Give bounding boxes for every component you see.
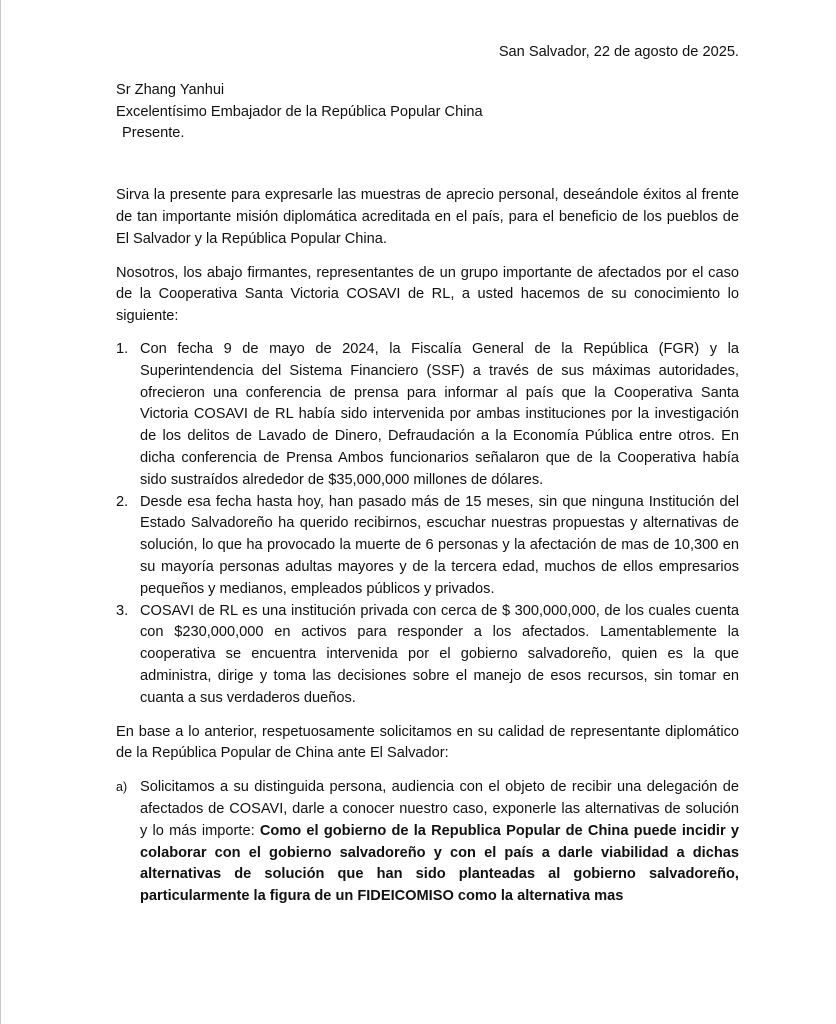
date-line: San Salvador, 22 de agosto de 2025. xyxy=(498,44,739,60)
item-text: Desde esa fecha hasta hoy, han pasado más de 15 meses, sin que ninguna Institución del Estado Salvadoreño ha querido recibirnos, escuchar nuestras propuestas y alternativas de solución, lo que ha provocado la muerte de 6 personas y la afectación de mas de 10,300 en su mayoría personas adultas mayores y de la tercera edad, muchos de ellos empresarios pequeños y medianos, empleados públicos y privados. xyxy=(140,493,739,597)
numbered-list xyxy=(116,339,739,710)
item-text-bold: Como el gobierno de la Republica Popular de China puede incidir y colaborar con el gobierno salvadoreño y con el país a darle viabilidad a dichas alternativas de solución que han sido planteadas al gobierno salvadoreño, particularmente la figura de un FIDEICOMISO como la alternativa mas xyxy=(140,822,739,905)
context-paragraph: Nosotros, los abajo firmantes, representantes de un grupo importante de afectados por el caso de la Cooperativa Santa Victoria COSAVI de RL, a usted hacemos de su conocimiento lo siguiente: xyxy=(116,264,739,325)
lettered-list xyxy=(116,777,739,908)
recipient-block xyxy=(116,80,739,145)
page-left-edge xyxy=(0,0,1,1024)
lettered-item xyxy=(116,777,739,908)
intro-paragraph: Sirva la presente para expresarle las muestras de aprecio personal, deseándole éxitos al frente de tan importante misión diplomática acreditada en el país, para el beneficio de los pueblos de El Salvador y la República Popular China. xyxy=(116,187,739,247)
item-letter: a) xyxy=(116,780,128,795)
recipient-title: Excelentísimo Embajador de la República Popular China xyxy=(116,103,483,120)
item-number: 2. xyxy=(116,493,129,510)
item-text: Con fecha 9 de mayo de 2024, la Fiscalía General de la República (FGR) y la Superintendencia del Sistema Financiero (SSF) a través de sus máximas autoridades, ofrecieron una conferencia de prensa para informar al país que la Cooperativa Santa Victoria COSAVI de RL había sido intervenida por ambas instituciones por la investigación de los delitos de Lavado de Dinero, Defraudación a la Economía Pública entre otros. En dicha conferencia de Prensa Ambos funcionarios señalaron que de la Cooperativa había sido sustraídos alrededor de $35,000,000 millones de dólares. xyxy=(140,340,739,488)
request-paragraph: En base a lo anterior, respetuosamente solicitamos en su calidad de representante diplomático de la República Popular de China ante El Salvador: xyxy=(116,723,739,762)
item-text-regular: Solicitamos a su distinguida persona, audiencia con el objeto de recibir una delegación de afectados de COSAVI, darle a conocer nuestro caso, exponerle las alternativas de solución y lo más importe: xyxy=(140,779,739,839)
presente-line: Presente. xyxy=(122,125,185,142)
numbered-item xyxy=(116,492,739,601)
numbered-item xyxy=(116,339,739,492)
numbered-item xyxy=(116,601,739,710)
item-number: 1. xyxy=(116,340,129,357)
item-text: COSAVI de RL es una institución privada con cerca de $ 300,000,000, de los cuales cuenta con $230,000,000 en activos para responder a los afectados. Lamentablemente la cooperativa se encuentra intervenida por el gobierno salvadoreño, quien es la que administra, dirige y toma las decisiones sobre el manejo de esos recursos, sin tomar en cuanta a sus verdaderos dueños. xyxy=(140,602,739,706)
letter-body xyxy=(116,42,739,908)
item-number: 3. xyxy=(116,602,129,619)
recipient-name: Sr Zhang Yanhui xyxy=(116,81,225,98)
